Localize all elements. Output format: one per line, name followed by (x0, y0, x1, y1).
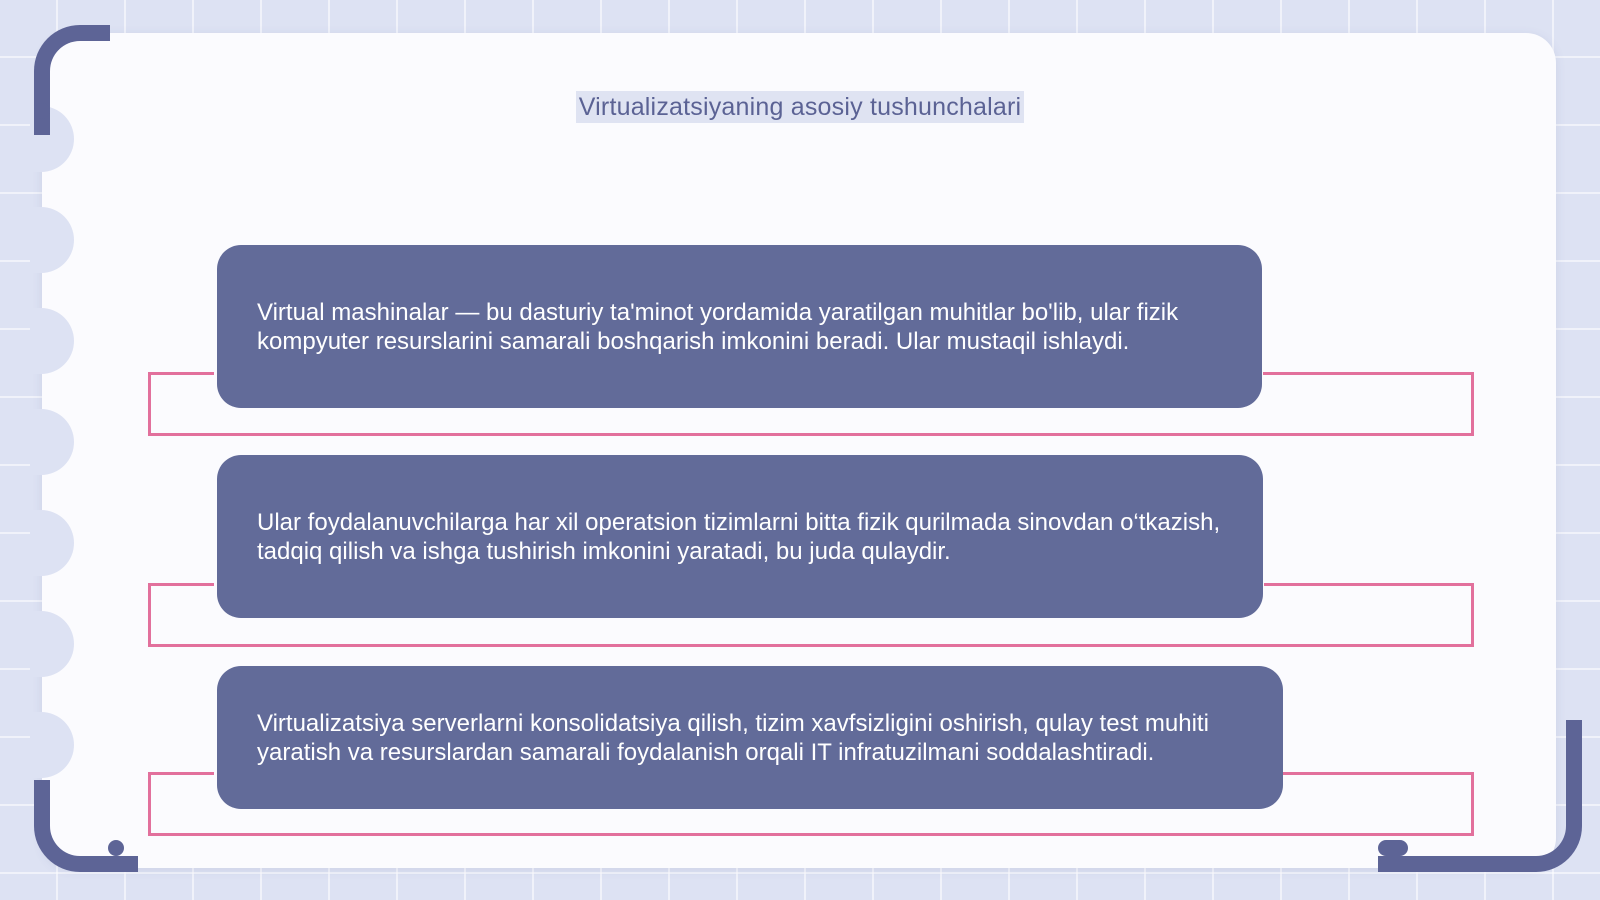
outline-tick-right (1283, 772, 1471, 775)
concept-card-text: Ular foydalanuvchilarga har xil operatsion tizimlarni bitta fizik qurilmada sinovdan o‘tkazish, tadqiq qilish va ishga tushirish imkonini yaratadi, bu juda qulaydir. (257, 508, 1221, 565)
corner-bracket-cap (1378, 840, 1408, 856)
concept-card-1 (217, 245, 1262, 408)
corner-bracket-cap (108, 840, 124, 856)
slide-title-text: Virtualizatsiyaning asosiy tushunchalari (576, 91, 1025, 123)
concept-card-3 (217, 666, 1283, 809)
concept-card-2 (217, 455, 1263, 618)
outline-tick-left (151, 372, 214, 375)
outline-tick-right (1263, 372, 1471, 375)
concept-card-text: Virtualizatsiya serverlarni konsolidatsiya qilish, tizim xavfsizligini oshirish, qulay test muhiti yaratish va resurslardan samarali foydalanish orqali IT infratuzilmani soddalashtiradi. (257, 709, 1209, 766)
slide-title (0, 93, 1600, 122)
outline-tick-left (151, 772, 214, 775)
outline-tick-left (151, 583, 214, 586)
outline-tick-right (1264, 583, 1471, 586)
corner-bracket-bottom-left (34, 780, 138, 872)
concept-card-text: Virtual mashinalar — bu dasturiy ta'minot yordamida yaratilgan muhitlar bo'lib, ular fizik kompyuter resurslarini samarali boshqarish imkonini beradi. Ular mustaqil ishlaydi. (257, 298, 1179, 355)
